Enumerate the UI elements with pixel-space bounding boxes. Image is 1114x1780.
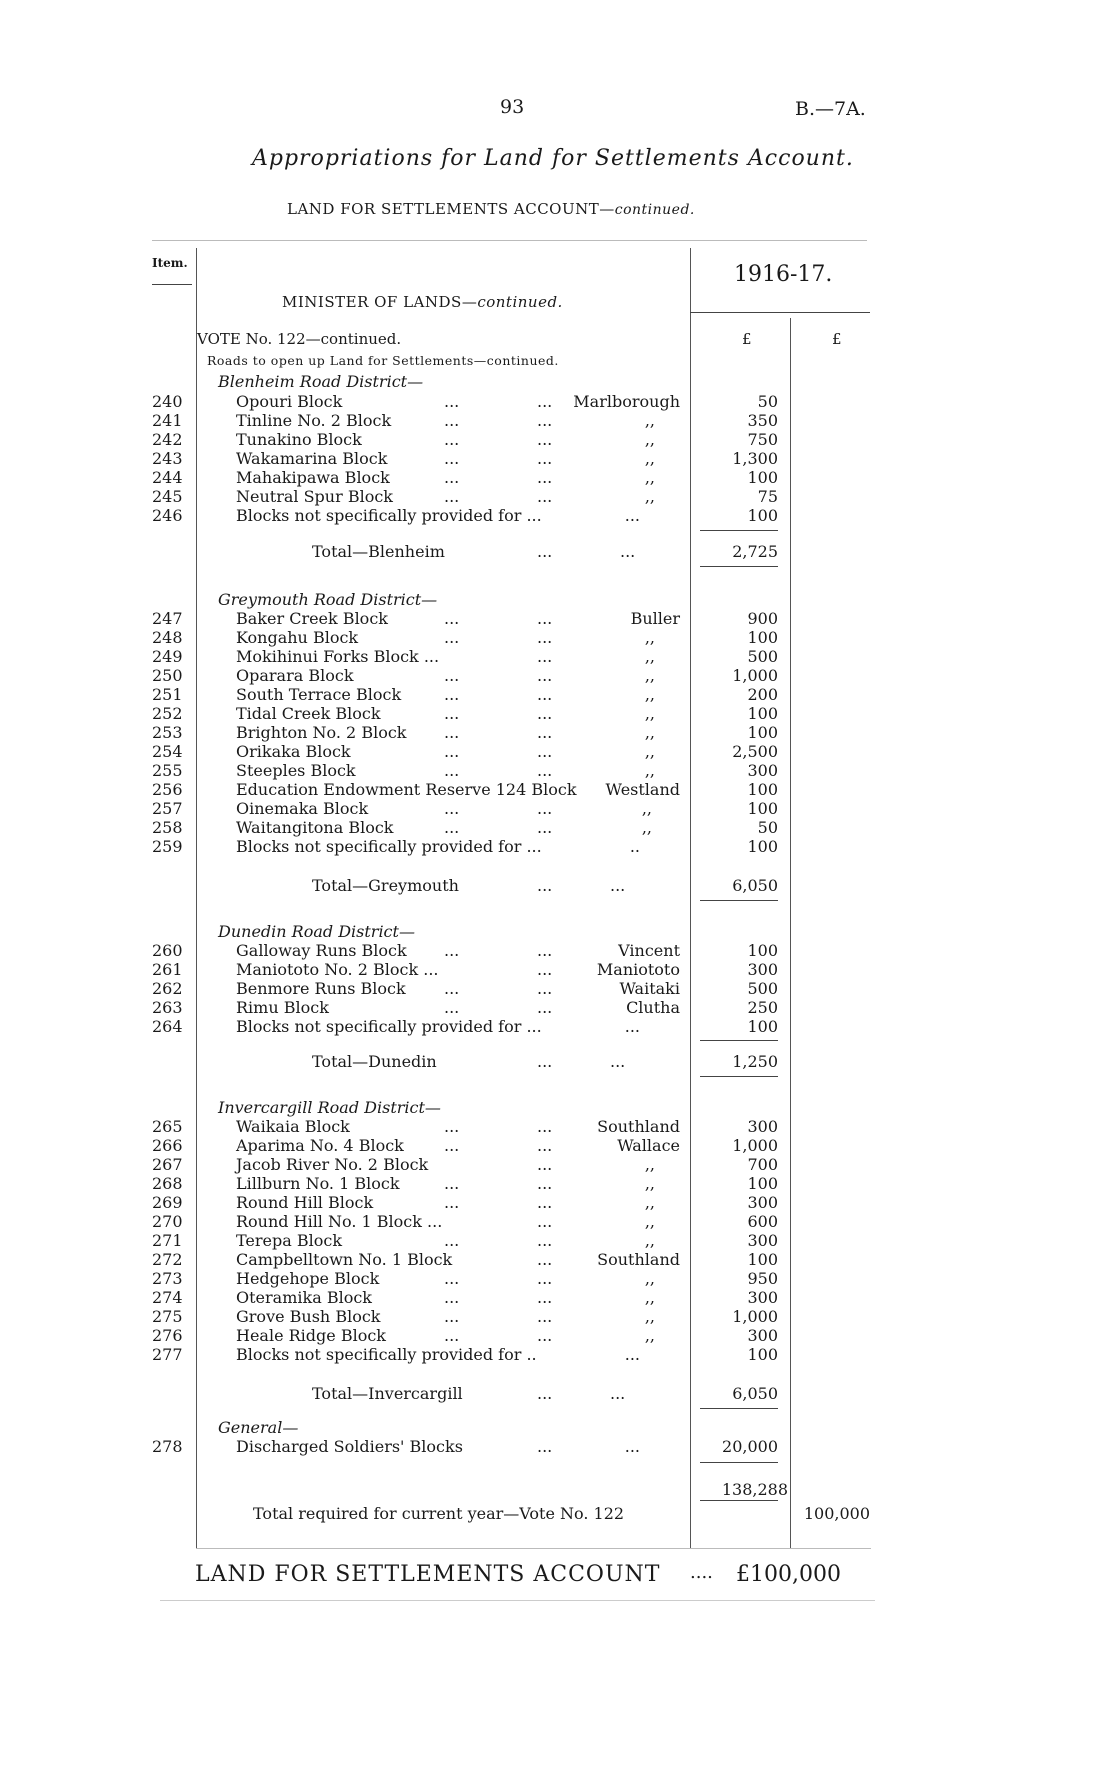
item-number: 254 <box>152 742 183 761</box>
leader-dots: ... <box>444 1269 460 1288</box>
county-name: Vincent <box>618 941 680 960</box>
footer-rule <box>160 1600 875 1601</box>
block-name: Benmore Runs Block <box>236 979 406 998</box>
leader-dots: ... <box>444 723 460 742</box>
district-total-amount: 2,725 <box>732 542 778 561</box>
year-head-underline <box>690 312 870 313</box>
leader-dots: ... <box>537 609 553 628</box>
county-name: ,, <box>644 1174 655 1193</box>
county-name: ,, <box>644 628 655 647</box>
county-name: ,, <box>644 1307 655 1326</box>
county-name: ,, <box>644 449 655 468</box>
section-title-text: LAND FOR SETTLEMENTS ACCOUNT— <box>287 200 615 218</box>
block-name: Brighton No. 2 Block <box>236 723 407 742</box>
block-name: Neutral Spur Block <box>236 487 393 506</box>
county-name: .. <box>629 837 640 856</box>
amount: 950 <box>747 1269 778 1288</box>
leader-dots: ... <box>444 818 460 837</box>
block-name: Round Hill Block <box>236 1193 374 1212</box>
block-name: Oteramika Block <box>236 1288 372 1307</box>
block-name: Campbelltown No. 1 Block <box>236 1250 453 1269</box>
leader-dots: ... <box>537 979 553 998</box>
county-name: ... <box>624 1017 640 1036</box>
block-name: Jacob River No. 2 Block <box>236 1155 429 1174</box>
block-name: Galloway Runs Block <box>236 941 407 960</box>
section-title-suffix: continued. <box>614 202 695 218</box>
block-name: Opouri Block <box>236 392 343 411</box>
county-name: Buller <box>630 609 680 628</box>
county-name: ,, <box>644 723 655 742</box>
leader-dots: ... <box>537 941 553 960</box>
leader-dots: ... <box>537 1117 553 1136</box>
county-name: Maniototo <box>596 960 680 979</box>
leader-dots: ... <box>444 1136 460 1155</box>
county-name: Marlborough <box>573 392 680 411</box>
block-name: Tunakino Block <box>236 430 362 449</box>
county-name: ... <box>624 1345 640 1364</box>
leader-dots: ... <box>610 1052 626 1071</box>
leader-dots: ... <box>537 542 553 561</box>
leader-dots: ... <box>537 685 553 704</box>
item-number: 277 <box>152 1345 183 1364</box>
leader-dots: ... <box>537 1231 553 1250</box>
item-number: 278 <box>152 1437 183 1456</box>
leader-dots: ... <box>444 430 460 449</box>
grand-total-amount: 100,000 <box>803 1504 870 1523</box>
block-name: Mokihinui Forks Block ... <box>236 647 440 666</box>
block-name: Round Hill No. 1 Block ... <box>236 1212 443 1231</box>
subtotal-rule <box>700 1040 778 1041</box>
item-number: 268 <box>152 1174 183 1193</box>
table-top-rule <box>152 240 867 241</box>
block-name: South Terrace Block <box>236 685 402 704</box>
amount: 700 <box>747 1155 778 1174</box>
block-name: Heale Ridge Block <box>236 1326 386 1345</box>
item-number: 263 <box>152 998 183 1017</box>
county-name: ,, <box>644 468 655 487</box>
district-heading: General— <box>218 1418 299 1437</box>
leader-dots: ... <box>444 449 460 468</box>
leader-dots: ... <box>444 609 460 628</box>
amount: 300 <box>747 1117 778 1136</box>
item-column-heading: Item. <box>152 256 188 270</box>
county-name: ,, <box>644 742 655 761</box>
block-name: Maniototo No. 2 Block ... <box>236 960 439 979</box>
district-total-label: Total—Invercargill <box>312 1384 463 1403</box>
leader-dots: ... <box>537 628 553 647</box>
amount: 100 <box>747 837 778 856</box>
leader-dots: ... <box>444 1193 460 1212</box>
leader-dots: ... <box>444 1231 460 1250</box>
item-number: 251 <box>152 685 183 704</box>
item-number: 249 <box>152 647 183 666</box>
amount: 100 <box>747 1345 778 1364</box>
block-name: Blocks not specifically provided for ... <box>236 1017 542 1036</box>
grand-subtotal-rule <box>700 1500 778 1501</box>
page-number: 93 <box>500 96 525 118</box>
leader-dots: ... <box>444 941 460 960</box>
amount: 100 <box>747 723 778 742</box>
block-name: Tinline No. 2 Block <box>236 411 392 430</box>
leader-dots: ... <box>620 542 636 561</box>
leader-dots: ... <box>444 742 460 761</box>
county-name: ,, <box>644 647 655 666</box>
leader-dots: ... <box>444 1174 460 1193</box>
ministry-heading <box>282 293 563 311</box>
item-column-rule <box>196 248 197 1548</box>
leader-dots: ... <box>537 449 553 468</box>
item-number: 260 <box>152 941 183 960</box>
leader-dots: ... <box>537 1193 553 1212</box>
item-number: 256 <box>152 780 183 799</box>
item-number: 259 <box>152 837 183 856</box>
block-name: Blocks not specifically provided for .. <box>236 1345 537 1364</box>
item-number: 246 <box>152 506 183 525</box>
total-underline <box>700 1076 778 1077</box>
vote-line: VOTE No. 122—continued. <box>197 330 402 348</box>
amount: 350 <box>747 411 778 430</box>
leader-dots: ... <box>444 468 460 487</box>
block-name: Rimu Block <box>236 998 329 1017</box>
amount: 75 <box>757 487 778 506</box>
county-name: ,, <box>644 1269 655 1288</box>
leader-dots: ... <box>444 1307 460 1326</box>
total-underline <box>700 566 778 567</box>
leader-dots: ... <box>444 998 460 1017</box>
amount: 900 <box>747 609 778 628</box>
county-name: ,, <box>644 666 655 685</box>
county-name: ,, <box>644 430 655 449</box>
item-number: 250 <box>152 666 183 685</box>
item-number: 243 <box>152 449 183 468</box>
amount: 100 <box>747 506 778 525</box>
district-heading: Greymouth Road District— <box>218 590 438 609</box>
leader-dots: ... <box>537 1155 553 1174</box>
district-total-label: Total—Blenheim <box>312 542 445 561</box>
block-name: Mahakipawa Block <box>236 468 390 487</box>
general-underline <box>700 1462 778 1463</box>
leader-dots: ... <box>444 704 460 723</box>
leader-dots: ... <box>537 818 553 837</box>
amount: 2,500 <box>732 742 778 761</box>
total-underline <box>700 1408 778 1409</box>
district-total-amount: 6,050 <box>732 876 778 895</box>
district-total-label: Total—Dunedin <box>312 1052 437 1071</box>
item-number: 262 <box>152 979 183 998</box>
county-name: Wallace <box>617 1136 680 1155</box>
grand-subtotal-amount: 138,288 <box>721 1480 788 1499</box>
item-number: 252 <box>152 704 183 723</box>
leader-dots: ... <box>444 628 460 647</box>
item-number: 247 <box>152 609 183 628</box>
item-number: 276 <box>152 1326 183 1345</box>
amount: 300 <box>747 960 778 979</box>
block-name: Blocks not specifically provided for ... <box>236 506 542 525</box>
leader-dots: ... <box>610 1384 626 1403</box>
leader-dots: ... <box>537 411 553 430</box>
block-name: Baker Creek Block <box>236 609 388 628</box>
leader-dots: ... <box>537 742 553 761</box>
section-title <box>287 200 695 218</box>
leader-dots: ... <box>537 468 553 487</box>
block-name: Hedgehope Block <box>236 1269 380 1288</box>
amount: 300 <box>747 1193 778 1212</box>
leader-dots: ... <box>537 487 553 506</box>
total-underline <box>700 900 778 901</box>
footer-account-label: LAND FOR SETTLEMENTS ACCOUNT <box>195 1562 661 1587</box>
footer-account-total: £100,000 <box>736 1562 841 1587</box>
leader-dots: ... <box>537 1212 553 1231</box>
leader-dots: ... <box>537 1250 553 1269</box>
amount: 50 <box>757 392 778 411</box>
block-name: Wakamarina Block <box>236 449 388 468</box>
county-name: ,, <box>644 411 655 430</box>
amount: 1,000 <box>732 1136 778 1155</box>
leader-dots: ... <box>444 487 460 506</box>
leader-dots: ... <box>537 876 553 895</box>
leader-dots: ... <box>537 761 553 780</box>
block-name: Grove Bush Block <box>236 1307 381 1326</box>
amount: 600 <box>747 1212 778 1231</box>
amount: 1,000 <box>732 1307 778 1326</box>
ministry-text: MINISTER OF LANDS— <box>282 293 478 311</box>
amount: 750 <box>747 430 778 449</box>
amount: 100 <box>747 628 778 647</box>
item-number: 271 <box>152 1231 183 1250</box>
amount: 100 <box>747 941 778 960</box>
county-name: Westland <box>605 780 680 799</box>
grand-total-label: Total required for current year—Vote No. 122 <box>253 1504 625 1523</box>
block-name: Waitangitona Block <box>236 818 394 837</box>
leader-dots: ... <box>537 799 553 818</box>
leader-dots: ... <box>444 411 460 430</box>
leader-dots: ... <box>444 392 460 411</box>
block-name: Oinemaka Block <box>236 799 369 818</box>
amount: 300 <box>747 1231 778 1250</box>
amount: 1,300 <box>732 449 778 468</box>
leader-dots: ... <box>537 1384 553 1403</box>
amount: 100 <box>747 799 778 818</box>
item-number: 261 <box>152 960 183 979</box>
item-number: 258 <box>152 818 183 837</box>
amount: 100 <box>747 704 778 723</box>
amount: 500 <box>747 979 778 998</box>
leader-dots: ... <box>537 998 553 1017</box>
amount: 500 <box>747 647 778 666</box>
page-title: Appropriations for Land for Settlements Account. <box>252 146 854 171</box>
county-name: ,, <box>641 818 652 837</box>
subtotal-rule <box>700 530 778 531</box>
leader-dots: ... <box>444 979 460 998</box>
leader-dots: ... <box>610 876 626 895</box>
total-column-rule <box>790 318 791 1548</box>
leader-dots: ... <box>537 1269 553 1288</box>
amount: 300 <box>747 1288 778 1307</box>
leader-dots: ... <box>444 666 460 685</box>
subhead-line: Roads to open up Land for Settlements—continued. <box>207 353 559 368</box>
county-name: ,, <box>644 761 655 780</box>
district-heading: Invercargill Road District— <box>218 1098 441 1117</box>
leader-dots: ... <box>537 1326 553 1345</box>
county-name: ,, <box>644 1212 655 1231</box>
amount: 20,000 <box>722 1437 778 1456</box>
leader-dots: ... <box>444 1326 460 1345</box>
county-name: ,, <box>644 1326 655 1345</box>
block-name: Blocks not specifically provided for ... <box>236 837 542 856</box>
leader-dots: ... <box>537 1136 553 1155</box>
district-total-label: Total—Greymouth <box>312 876 459 895</box>
block-name: Education Endowment Reserve 124 Block <box>236 780 577 799</box>
leader-dots: ... <box>537 392 553 411</box>
block-name: Kongahu Block <box>236 628 359 647</box>
county-name: ,, <box>644 1231 655 1250</box>
county-name: ,, <box>644 1193 655 1212</box>
leader-dots: ... <box>444 1117 460 1136</box>
leader-dots: ... <box>537 704 553 723</box>
leader-dots: ... <box>537 647 553 666</box>
county-name: ,, <box>644 487 655 506</box>
table-bottom-rule <box>196 1548 871 1549</box>
pound-symbol-col2: £ <box>832 330 842 348</box>
leader-dots: ... <box>444 761 460 780</box>
ministry-suffix: continued. <box>477 293 563 311</box>
block-name: Lillburn No. 1 Block <box>236 1174 400 1193</box>
amount: 200 <box>747 685 778 704</box>
item-number: 270 <box>152 1212 183 1231</box>
county-name: Southland <box>597 1117 680 1136</box>
item-number: 242 <box>152 430 183 449</box>
amount: 100 <box>747 1017 778 1036</box>
amount: 250 <box>747 998 778 1017</box>
county-name: ,, <box>644 1155 655 1174</box>
block-name: Oparara Block <box>236 666 354 685</box>
leader-dots: ... <box>444 685 460 704</box>
item-number: 272 <box>152 1250 183 1269</box>
pound-symbol-col1: £ <box>742 330 752 348</box>
county-name: ,, <box>641 799 652 818</box>
leader-dots: ... <box>537 1174 553 1193</box>
block-name: Tidal Creek Block <box>236 704 381 723</box>
item-number: 273 <box>152 1269 183 1288</box>
item-number: 267 <box>152 1155 183 1174</box>
leader-dots: ... <box>537 723 553 742</box>
leader-dots: ... <box>537 430 553 449</box>
document-reference: B.—7A. <box>795 98 866 120</box>
county-name: Clutha <box>626 998 680 1017</box>
footer-leader-dots: .... <box>690 1562 713 1583</box>
item-number: 240 <box>152 392 183 411</box>
leader-dots: ... <box>537 1288 553 1307</box>
item-number: 269 <box>152 1193 183 1212</box>
district-heading: Blenheim Road District— <box>218 372 424 391</box>
amount: 50 <box>757 818 778 837</box>
block-name: Aparima No. 4 Block <box>236 1136 404 1155</box>
item-head-underline <box>152 284 192 285</box>
county-name: Southland <box>597 1250 680 1269</box>
leader-dots: ... <box>537 666 553 685</box>
block-name: Terepa Block <box>236 1231 343 1250</box>
district-total-amount: 1,250 <box>732 1052 778 1071</box>
leader-dots: ... <box>537 1307 553 1326</box>
district-total-amount: 6,050 <box>732 1384 778 1403</box>
item-number: 257 <box>152 799 183 818</box>
county-name: ... <box>624 506 640 525</box>
amount: 300 <box>747 1326 778 1345</box>
item-number: 265 <box>152 1117 183 1136</box>
leader-dots: ... <box>537 1052 553 1071</box>
county-name: ... <box>624 1437 640 1456</box>
block-name: Discharged Soldiers' Blocks <box>236 1437 463 1456</box>
year-heading: 1916-17. <box>734 262 833 287</box>
item-number: 275 <box>152 1307 183 1326</box>
amount: 300 <box>747 761 778 780</box>
amount: 100 <box>747 1174 778 1193</box>
item-number: 266 <box>152 1136 183 1155</box>
item-number: 274 <box>152 1288 183 1307</box>
item-number: 248 <box>152 628 183 647</box>
leader-dots: ... <box>537 1437 553 1456</box>
county-name: ,, <box>644 685 655 704</box>
item-number: 264 <box>152 1017 183 1036</box>
leader-dots: ... <box>537 960 553 979</box>
amount: 100 <box>747 780 778 799</box>
amount: 1,000 <box>732 666 778 685</box>
item-number: 255 <box>152 761 183 780</box>
leader-dots: ... <box>444 1288 460 1307</box>
block-name: Steeples Block <box>236 761 356 780</box>
county-name: ,, <box>644 704 655 723</box>
amount: 100 <box>747 1250 778 1269</box>
county-name: Waitaki <box>619 979 680 998</box>
item-number: 244 <box>152 468 183 487</box>
item-number: 253 <box>152 723 183 742</box>
block-name: Orikaka Block <box>236 742 351 761</box>
amount: 100 <box>747 468 778 487</box>
district-heading: Dunedin Road District— <box>218 922 415 941</box>
block-name: Waikaia Block <box>236 1117 350 1136</box>
item-number: 241 <box>152 411 183 430</box>
county-name: ,, <box>644 1288 655 1307</box>
leader-dots: ... <box>444 799 460 818</box>
item-number: 245 <box>152 487 183 506</box>
